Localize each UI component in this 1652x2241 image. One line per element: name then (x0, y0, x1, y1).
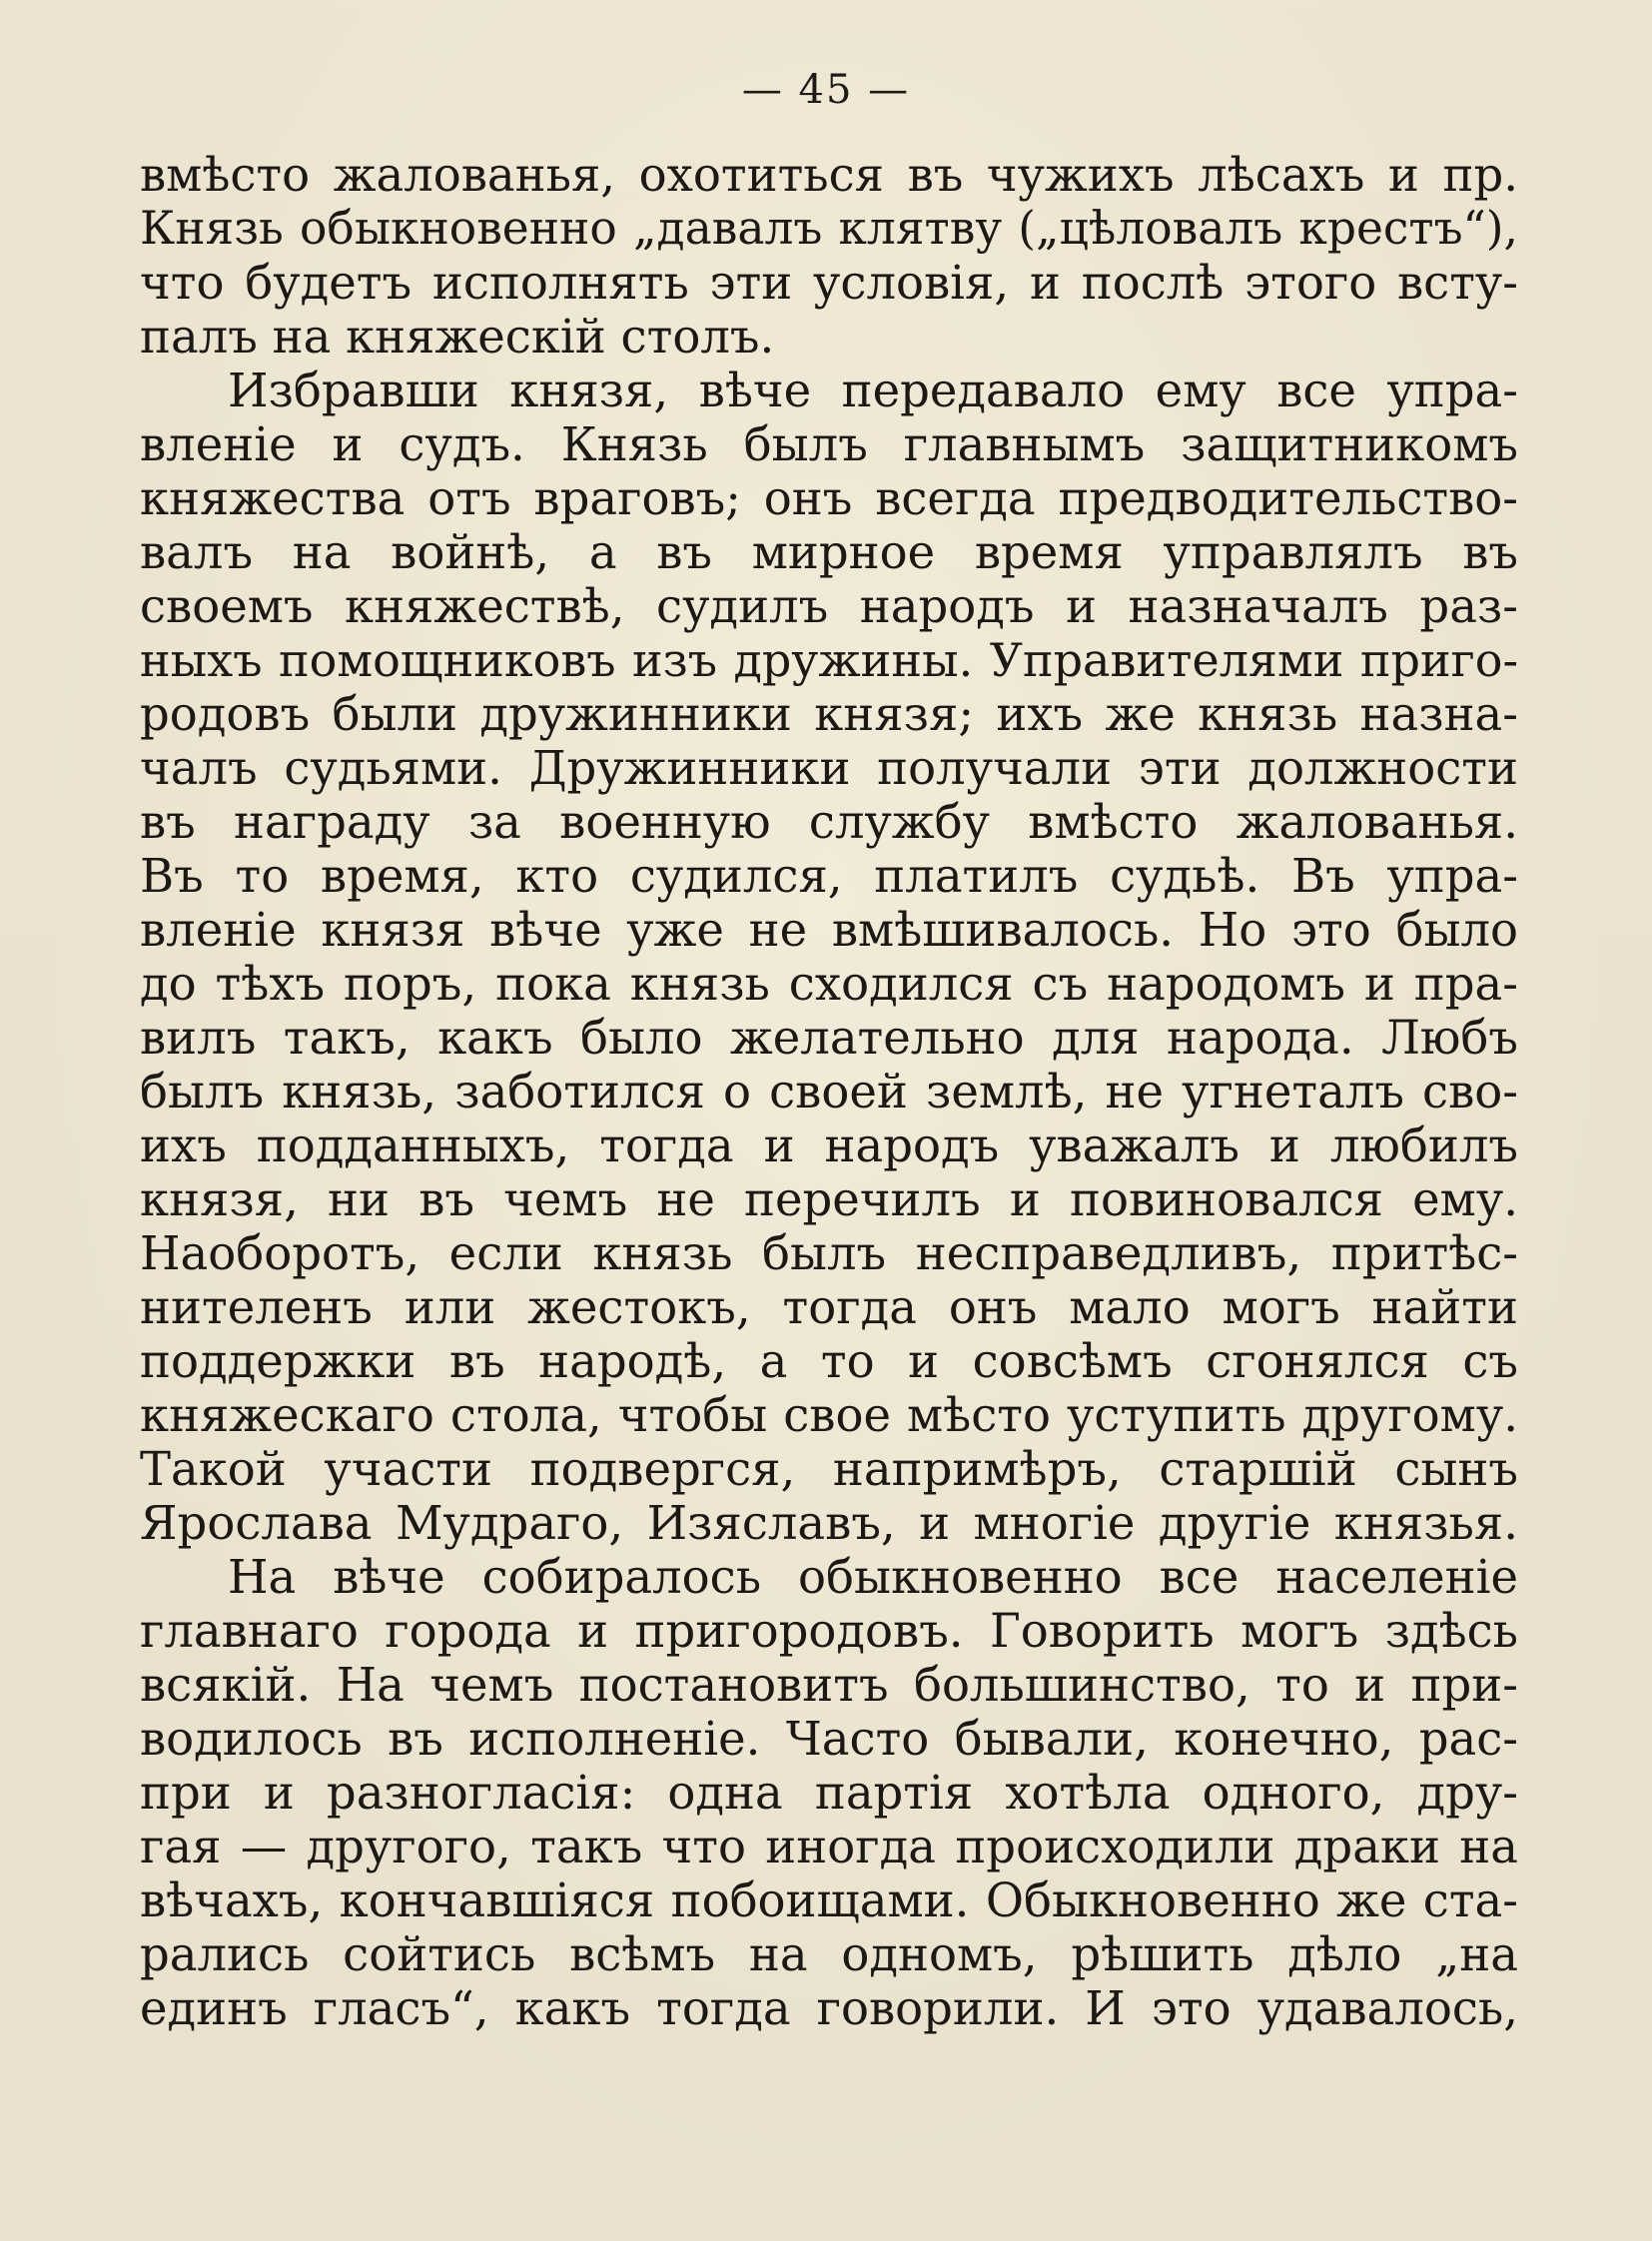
paragraph-start-line: Избравши князя, вѣче передавало ему все упра- (228, 364, 1518, 417)
text-line: княжества отъ враговъ; онъ всегда предводительство- (140, 471, 1518, 525)
text-line: вленіе и судъ. Князь былъ главнымъ защитникомъ (140, 417, 1518, 471)
text-line: вѣчахъ, кончавшіяся побоищами. Обыкновенно же ста- (140, 1873, 1518, 1927)
text-line: въ награду за военную службу вмѣсто жалованья. (140, 795, 1518, 849)
text-line: вмѣсто жалованья, охотиться въ чужихъ лѣсахъ и пр. (140, 148, 1518, 202)
text-line: до тѣхъ поръ, пока князь сходился съ народомъ и пра- (140, 957, 1518, 1011)
text-line: палъ на княжескій столъ. (140, 310, 775, 364)
text-line: что будетъ исполнять эти условія, и послѣ этого всту- (140, 256, 1518, 310)
text-line: всякій. На чемъ постановитъ большинство, то и при- (140, 1658, 1518, 1712)
text-line: главнаго города и пригородовъ. Говорить могъ здѣсь (140, 1604, 1518, 1658)
text-line: чалъ судьями. Дружинники получали эти должности (140, 741, 1518, 795)
text-line: Наоборотъ, если князь былъ несправедливъ, притѣс- (140, 1226, 1518, 1280)
text-line: князя, ни въ чемъ не перечилъ и повиновался ему. (140, 1172, 1518, 1226)
text-line: гая — другого, такъ что иногда происходили драки на (140, 1820, 1518, 1873)
page-number: — 45 — (741, 67, 911, 113)
text-line: при и разногласія: одна партія хотѣла одного, дру- (140, 1766, 1518, 1820)
text-line: своемъ княжествѣ, судилъ народъ и назначалъ раз- (140, 579, 1518, 633)
paragraph-start-line: На вѣче собиралось обыкновенно все населеніе (228, 1550, 1518, 1604)
text-line: Такой участи подвергся, напримѣръ, старшій сынъ (140, 1442, 1518, 1496)
text-line: родовъ были дружинники князя; ихъ же князь назна- (140, 687, 1518, 741)
body-text (140, 148, 1518, 2035)
text-line: валъ на войнѣ, а въ мирное время управлялъ въ (140, 525, 1518, 579)
text-line: былъ князь, заботился о своей землѣ, не угнеталъ сво- (140, 1065, 1518, 1119)
text-line: Въ то время, кто судился, платилъ судьѣ. Въ упра- (140, 849, 1518, 903)
text-line: ихъ подданныхъ, тогда и народъ уважалъ и любилъ (140, 1119, 1518, 1172)
text-line: единъ гласъ“, какъ тогда говорили. И это удавалось, (140, 1981, 1518, 2035)
text-line: ныхъ помощниковъ изъ дружины. Управителями приго- (140, 633, 1518, 687)
text-line: вилъ такъ, какъ было желательно для народа. Любъ (140, 1011, 1518, 1065)
text-line: водилось въ исполненіе. Часто бывали, конечно, рас- (140, 1712, 1518, 1766)
text-line: Ярослава Мудраго, Изяславъ, и многіе другіе князья. (140, 1496, 1518, 1550)
text-line: рались сойтись всѣмъ на одномъ, рѣшить дѣло „на (140, 1927, 1518, 1981)
text-line: вленіе князя вѣче уже не вмѣшивалось. Но это было (140, 903, 1518, 957)
text-line: Князь обыкновенно „давалъ клятву („цѣловалъ крестъ“), (140, 202, 1518, 255)
text-line: поддержки въ народѣ, а то и совсѣмъ сгонялся съ (140, 1334, 1518, 1388)
text-line: княжескаго стола, чтобы свое мѣсто уступить другому. (140, 1388, 1518, 1442)
text-line: нителенъ или жестокъ, тогда онъ мало могъ найти (140, 1280, 1518, 1334)
